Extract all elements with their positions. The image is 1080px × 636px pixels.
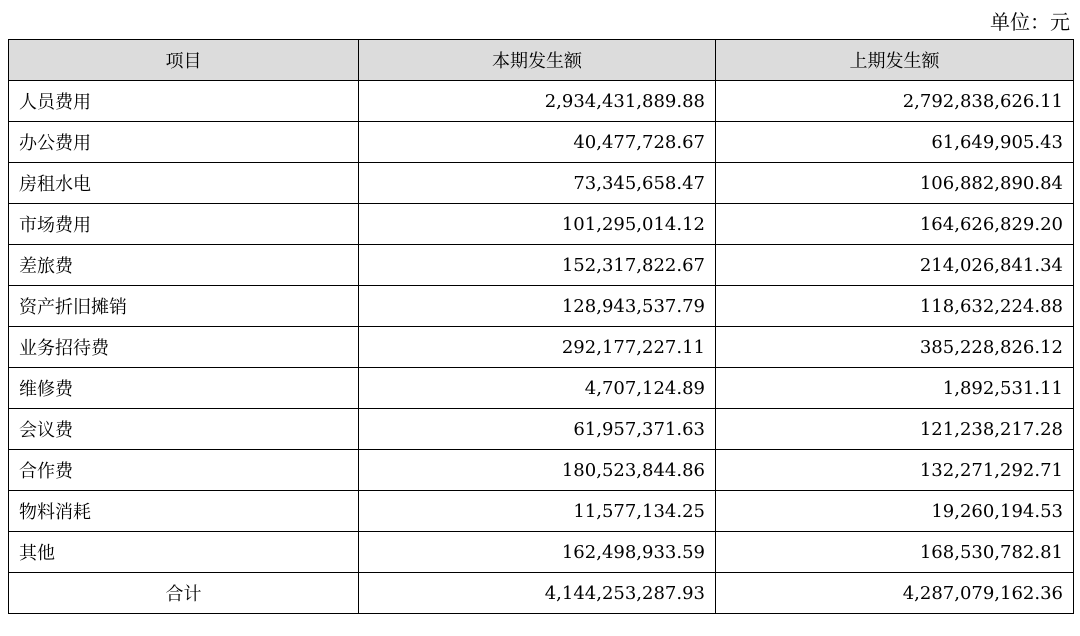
table-row bbox=[9, 204, 1074, 245]
header-previous-period: 上期发生额 bbox=[716, 40, 1074, 81]
cell-previous-amount: 385,228,826.12 bbox=[716, 327, 1074, 368]
cell-item: 业务招待费 bbox=[9, 327, 359, 368]
table-row bbox=[9, 532, 1074, 573]
cell-total-previous: 4,287,079,162.36 bbox=[716, 573, 1074, 614]
table-row bbox=[9, 327, 1074, 368]
cell-current-amount: 292,177,227.11 bbox=[359, 327, 716, 368]
cell-current-amount: 152,317,822.67 bbox=[359, 245, 716, 286]
cell-item: 办公费用 bbox=[9, 122, 359, 163]
table-row bbox=[9, 368, 1074, 409]
table-row bbox=[9, 245, 1074, 286]
cell-current-amount: 40,477,728.67 bbox=[359, 122, 716, 163]
cell-item: 差旅费 bbox=[9, 245, 359, 286]
cell-previous-amount: 61,649,905.43 bbox=[716, 122, 1074, 163]
cell-current-amount: 11,577,134.25 bbox=[359, 491, 716, 532]
table-row bbox=[9, 122, 1074, 163]
table-row bbox=[9, 163, 1074, 204]
cell-current-amount: 128,943,537.79 bbox=[359, 286, 716, 327]
cell-previous-amount: 121,238,217.28 bbox=[716, 409, 1074, 450]
cell-item: 资产折旧摊销 bbox=[9, 286, 359, 327]
cell-item: 房租水电 bbox=[9, 163, 359, 204]
cell-previous-amount: 132,271,292.71 bbox=[716, 450, 1074, 491]
cell-current-amount: 61,957,371.63 bbox=[359, 409, 716, 450]
cell-current-amount: 162,498,933.59 bbox=[359, 532, 716, 573]
cell-item: 维修费 bbox=[9, 368, 359, 409]
cell-item: 其他 bbox=[9, 532, 359, 573]
cell-current-amount: 2,934,431,889.88 bbox=[359, 81, 716, 122]
cell-item: 人员费用 bbox=[9, 81, 359, 122]
cell-previous-amount: 2,792,838,626.11 bbox=[716, 81, 1074, 122]
table-row bbox=[9, 286, 1074, 327]
cell-current-amount: 101,295,014.12 bbox=[359, 204, 716, 245]
expense-table bbox=[8, 39, 1074, 614]
cell-previous-amount: 118,632,224.88 bbox=[716, 286, 1074, 327]
cell-total-current: 4,144,253,287.93 bbox=[359, 573, 716, 614]
table-row bbox=[9, 491, 1074, 532]
table-body bbox=[9, 81, 1074, 614]
cell-current-amount: 73,345,658.47 bbox=[359, 163, 716, 204]
table-row bbox=[9, 450, 1074, 491]
table-row bbox=[9, 81, 1074, 122]
cell-current-amount: 4,707,124.89 bbox=[359, 368, 716, 409]
table-row bbox=[9, 409, 1074, 450]
unit-label: 单位：元 bbox=[990, 10, 1070, 34]
cell-previous-amount: 168,530,782.81 bbox=[716, 532, 1074, 573]
cell-previous-amount: 106,882,890.84 bbox=[716, 163, 1074, 204]
cell-current-amount: 180,523,844.86 bbox=[359, 450, 716, 491]
cell-item: 市场费用 bbox=[9, 204, 359, 245]
header-current-period: 本期发生额 bbox=[359, 40, 716, 81]
table-header-row bbox=[9, 40, 1074, 81]
cell-item: 会议费 bbox=[9, 409, 359, 450]
cell-previous-amount: 1,892,531.11 bbox=[716, 368, 1074, 409]
cell-previous-amount: 19,260,194.53 bbox=[716, 491, 1074, 532]
cell-total-label: 合计 bbox=[9, 573, 359, 614]
cell-previous-amount: 214,026,841.34 bbox=[716, 245, 1074, 286]
header-item: 项目 bbox=[9, 40, 359, 81]
total-row bbox=[9, 573, 1074, 614]
cell-item: 物料消耗 bbox=[9, 491, 359, 532]
cell-previous-amount: 164,626,829.20 bbox=[716, 204, 1074, 245]
cell-item: 合作费 bbox=[9, 450, 359, 491]
